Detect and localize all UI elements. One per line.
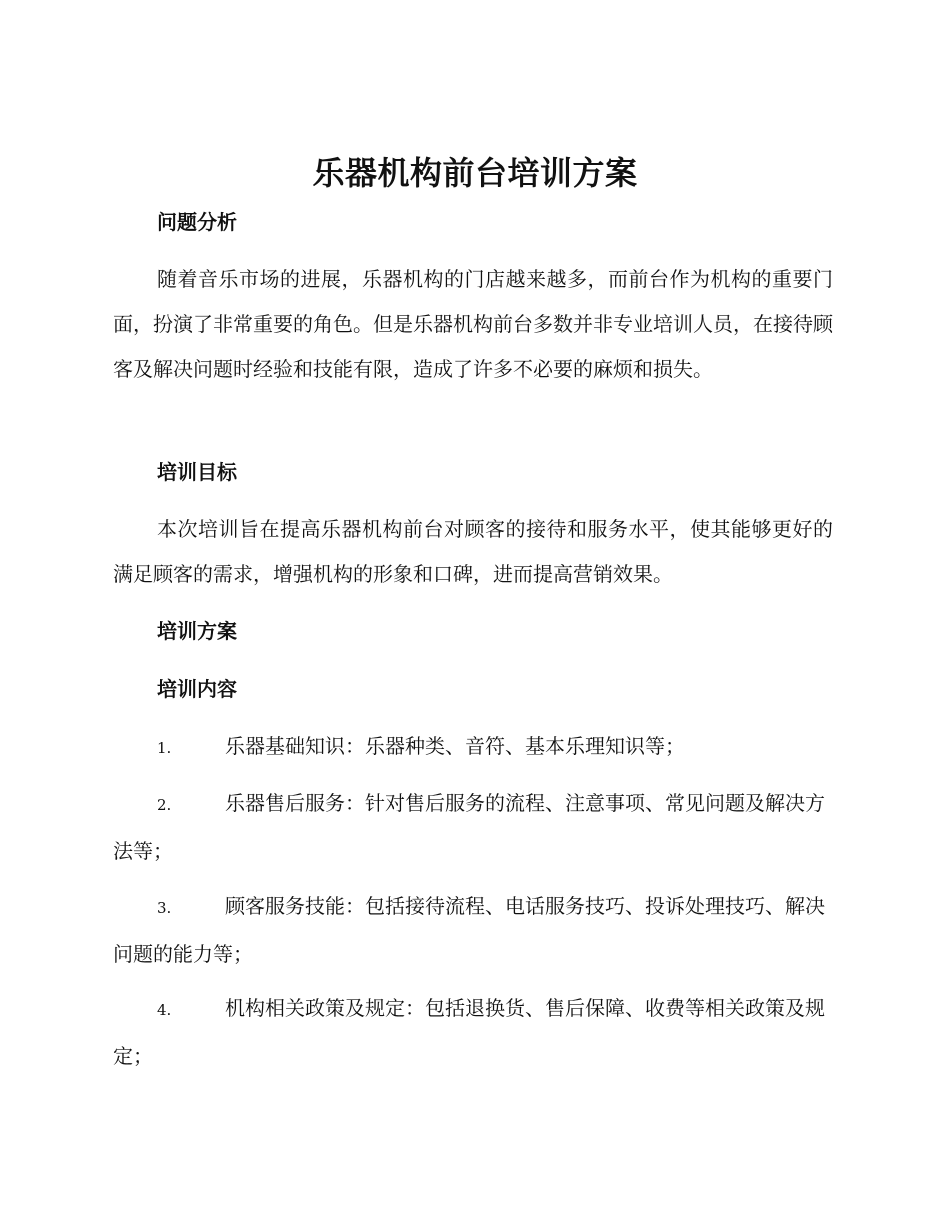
list-item: [113, 883, 835, 977]
heading-problem-analysis: 问题分析: [157, 210, 237, 234]
list-item-number: 1.: [157, 739, 172, 757]
list-item: [113, 780, 835, 874]
list-item-number: 3.: [157, 899, 172, 917]
heading-training-plan: 培训方案: [157, 619, 237, 643]
list-item-text: 乐器售后服务：针对售后服务的流程、注意事项、常见问题及解决方法等；: [113, 791, 825, 863]
list-item-text: 顾客服务技能：包括接待流程、电话服务技巧、投诉处理技巧、解决问题的能力等；: [113, 894, 825, 966]
heading-training-content: 培训内容: [157, 677, 237, 701]
paragraph-training-goal: 本次培训旨在提高乐器机构前台对顾客的接待和服务水平，使其能够更好的满足顾客的需求，增强机构的形象和口碑，进而提高营销效果。: [113, 517, 833, 586]
list-item: [113, 985, 835, 1079]
list-item-text: 机构相关政策及规定：包括退换货、售后保障、收费等相关政策及规定；: [113, 996, 825, 1068]
list-item-text: 乐器基础知识：乐器种类、音符、基本乐理知识等；: [225, 734, 685, 758]
list-item-number: 4.: [157, 1001, 172, 1019]
list-item: [113, 723, 835, 771]
page-title: 乐器机构前台培训方案: [312, 154, 638, 192]
paragraph-problem-analysis: 随着音乐市场的进展，乐器机构的门店越来越多，而前台作为机构的重要门面，扮演了非常重要的角色。但是乐器机构前台多数并非专业培训人员，在接待顾客及解决问题时经验和技能有限，造成了许多不必要的麻烦和损失。: [113, 267, 833, 381]
heading-training-goal: 培训目标: [157, 460, 237, 484]
list-item-number: 2.: [157, 796, 172, 814]
